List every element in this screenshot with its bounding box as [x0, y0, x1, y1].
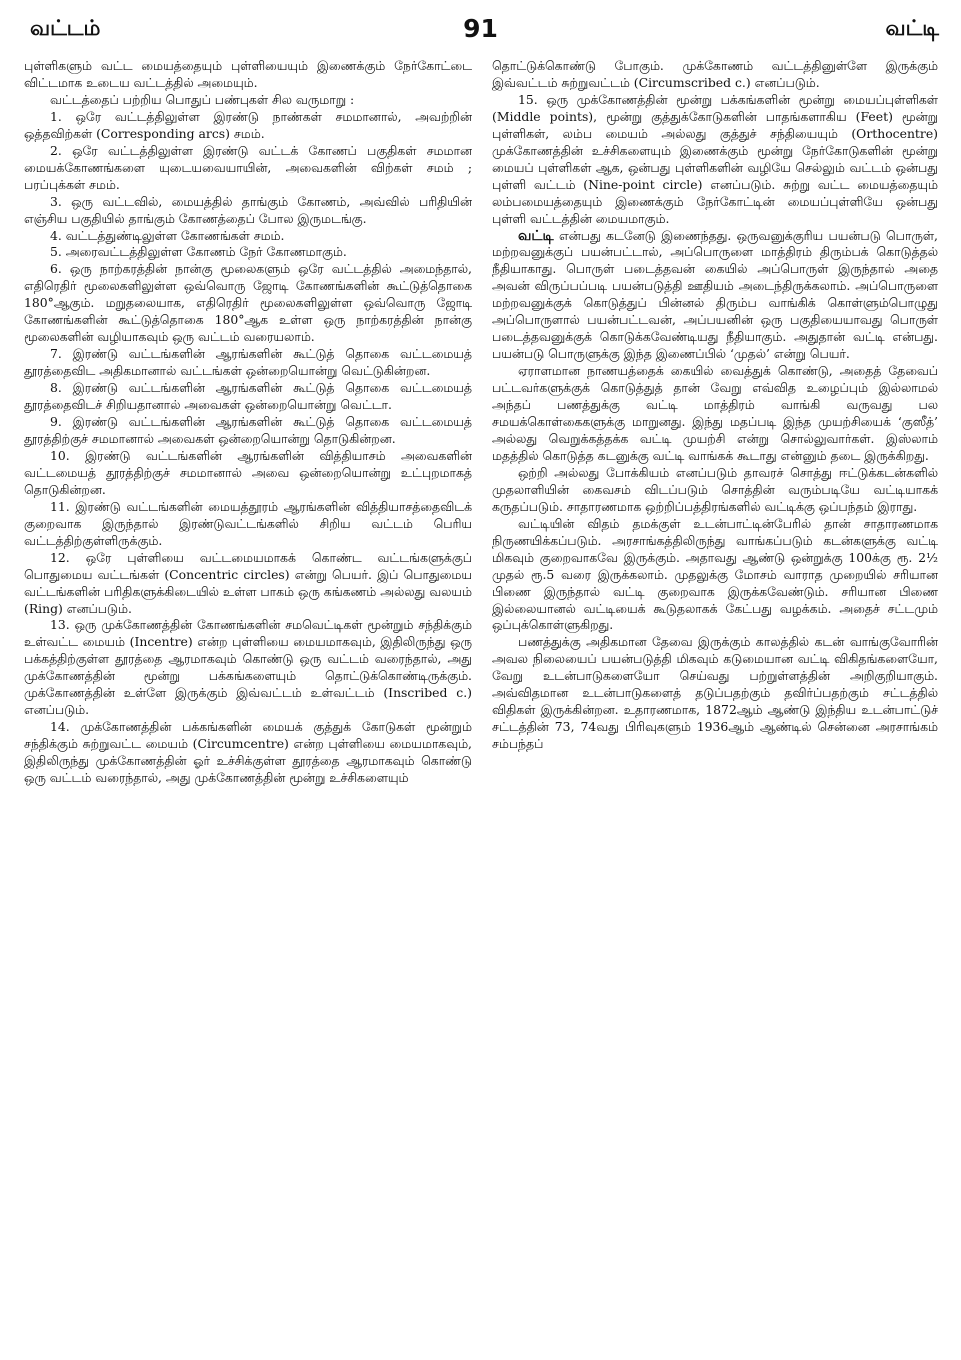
list-item: 13. ஒரு முக்கோணத்தின் கோணங்களின் சமவெட்டிகள் மூன்றும் சந்திக்கும் உள்வட்ட மையம் (Incentre) என்ற புள்ளியை மையமாகவும், இதிலிருந்து ஒரு பக்கத்திற்குள்ள தூரத்தை ஆரமாகவும் கொண்டு ஒரு வட்டம் வரைந்தால், அது முக்கோணத்தின் மூன்று பக்கங்களையும் தொட்டுக்கொண்டிருக்கும். முக்கோணத்தின் உள்ளே இருக்கும் இவ்வட்டம் உள்வட்டம் (Inscribed c.) எனப்படும். — [24, 617, 472, 718]
list-item: 14. முக்கோணத்தின் பக்கங்களின் மையக் குத்துக் கோடுகள் மூன்றும் சந்திக்கும் சுற்றுவட்ட மையம் (Circumcentre) என்ற புள்ளியை மையமாகவும், இதிலிருந்து முக்கோணத்தின் ஓர் உச்சிக்குள்ள தூரத்தை ஆரமாகவும் கொண்டு ஒரு வட்டம் வரைந்தால், அது முக்கோணத்தின் மூன்று உச்சிகளையும் — [24, 719, 472, 786]
list-item: 10. இரண்டு வட்டங்களின் ஆரங்களின் வித்தியாசம் அவைகளின் வட்டமையத் தூரத்திற்குச் சமமானால் அவை ஒன்றையொன்று உட்புறமாகத் தொடுகின்றன. — [24, 447, 472, 497]
list-item: 3. ஒரு வட்டவில், மையத்தில் தாங்கும் கோணம், அவ்வில் பரிதியின் எஞ்சிய பகுதியில் தாங்கும் கோணத்தைப் போல இருமடங்கு. — [24, 193, 472, 226]
page-number: 91 — [463, 14, 498, 43]
paragraph: தொட்டுக்கொண்டு போகும். முக்கோணம் வட்டத்தினுள்ளே இருக்கும் இவ்வட்டம் சுற்றுவட்டம் (Circumscribed c.) எனப்படும். — [492, 58, 938, 90]
list-item: 6. ஒரு நாற்கரத்தின் நான்கு மூலைகளும் ஒரே வட்டத்தில் அமைந்தால், எதிரெதிர் மூலைகளிலுள்ள ஒவ்வொரு ஜோடி கோணங்களின் கூட்டுத்தொகை 180°ஆகும். மறுதலையாக, எதிரெதிர் மூலைகளிலுள்ள ஒவ்வொரு ஜோடி கோணங்களின் கூட்டுத்தொகை 180°ஆக உள்ள ஒரு நாற்கரத்தின் நான்கு மூலைகளின் வழியாகவும் ஒரு வட்டம் வரையலாம். — [24, 261, 472, 345]
paragraph: ஒற்றி அல்லது போக்கியம் எனப்படும் தாவரச் சொத்து ஈட்டுக்கடன்களில் முதலாளியின் கைவசம் விடப்படும் சொத்தின் வரும்படியே வட்டியாகக் கருதப்படும். சாதாரணமாக ஒற்றிப்பத்திரங்களில் வட்டிக்கு ஒப்பந்தம் இராது. — [492, 464, 938, 514]
paragraph: பணத்துக்கு அதிகமான தேவை இருக்கும் காலத்தில் கடன் வாங்குவோரின் அவல நிலையைப் பயன்படுத்தி மிகவும் கடுமையான வட்டி விகிதங்களையோ, வேறு உடன்பாடுகளையோ செய்வது பற்றுள்ளத்தின் அறிகுறியாகும். அவ்விதமான உடன்பாடுகளைத் தடுப்பதற்கும் தவிர்ப்பதற்கும் சட்டத்தில் விதிகள் இருக்கின்றன. உதாரணமாக, 1872ஆம் ஆண்டு இந்திய உடன்பாட்டுச் சட்டத்தின் 73, 74வது பிரிவுகளும் 1936ஆம் ஆண்டில் சென்னை அரசாங்கம் சம்பந்தப் — [492, 634, 938, 752]
paragraph: ஏராளமான நாணயத்தைக் கையில் வைத்துக் கொண்டு, அதைத் தேவைப் பட்டவர்களுக்குக் கொடுத்துத் தான் வேறு எவ்வித உழைப்பும் இல்லாமல் அந்தப் பணத்துக்கு வட்டி மாத்திரம் வாங்கி வருவது பல சமயக்கொள்கைகளுக்கு மாறுனது. இந்து மதப்படி இந்த முயற்சியைக் ‘குஸீத்’ அல்லது வெறுக்கத்தக்க வட்டி முயற்சி என்று சொல்லுவார்கள். இஸ்லாம் மதத்தில் கொடுத்த கடனுக்கு வட்டி வாங்கக் கூடாது என்னும் தடை இருக்கிறது. — [492, 363, 938, 463]
list-item: 7. இரண்டு வட்டங்களின் ஆரங்களின் கூட்டுத் தொகை வட்டமையத் தூரத்தைவிட அதிகமானால் வட்டங்கள் ஒன்றையொன்று வெட்டுகின்றன. — [24, 346, 472, 379]
list-item: 12. ஒரே புள்ளியை வட்டமையமாகக் கொண்ட வட்டங்களுக்குப் பொதுமைய வட்டங்கள் (Concentric circles) என்று பெயர். இப் பொதுமைய வட்டங்களின் பரிதிகளுக்கிடையில் உள்ள பாகம் ஒரு கங்கணம் அல்லது வலயம் (Ring) எனப்படும். — [24, 549, 472, 616]
list-item: 11. இரண்டு வட்டங்களின் மையத்தூரம் ஆரங்களின் வித்தியாசத்தைவிடக் குறைவாக இருந்தால் இரண்டுவட்டங்களில் சிறிய வட்டம் பெரிய வட்டத்திற்குள்ளிருக்கும். — [24, 498, 472, 548]
page-header — [0, 14, 961, 50]
entry-text: என்பது கடனேடு இணைந்தது. ஒருவனுக்குரிய பயன்படு பொருள், மற்றவனுக்குப் பயன்பட்டால், அப்பொருளை மாத்திரம் திரும்பக் கொடுத்தல் நீதியாகாது. பொருள் படைத்தவன் கையில் அப்பொருள் இருந்தால் அதை அவன் விருப்பப்படி பயன்படுத்தி ஊதியம் அடைந்திருக்கலாம். அப்பொருளை மற்றவனுக்குக் கொடுத்துப் பின்னல் திரும்ப வாங்கிக் கொள்ளும்பொழுது அப்பொருளால் பயன்பட்டவன், அப்பயனின் ஒரு பகுதியையாவது பொருள் படைத்தவனுக்குக் கொடுக்கவேண்டியது நீதியாகும். அதுதான் வட்டி என்பது. பயன்படு பொருளுக்கு இந்த இணைப்பில் ‘முதல்’ என்று பெயர். — [492, 227, 938, 362]
list-item: 15. ஒரு முக்கோணத்தின் மூன்று பக்கங்களின் மூன்று மையப்புள்ளிகள் (Middle points), மூன்று குத்துக்கோடுகளின் பாதங்களாகிய (Feet) மூன்று புள்ளிகள், லம்ப மையம் அல்லது குத்துச் சந்தியையும் (Orthocentre) முக்கோணத்தின் உச்சிகளையும் இணைக்கும் மூன்று நேர்கோடுகளின் மூன்று மையப் புள்ளிகள் ஆக, ஒன்பது புள்ளிகளின் வழியே செல்லும் வட்டம் ஒன்பது புள்ளி வட்டம் (Nine-point circle) எனப்படும். சுற்று வட்ட மையத்தையும் லம்பமையத்தையும் இணைக்கும் நேர்கோட்டின் மையப்புள்ளியே ஒன்பது புள்ளி வட்டத்தின் மையமாகும். — [492, 91, 938, 226]
paragraph: புள்ளிகளும் வட்ட மையத்தையும் புள்ளியையும் இணைக்கும் நேர்கோட்டை விட்டமாக உடைய வட்டத்தில் அமையும். — [24, 58, 472, 90]
entry-paragraph — [492, 228, 938, 364]
paragraph: வட்டியின் விதம் தமக்குள் உடன்பாட்டின்பேரில் தான் சாதாரணமாக நிருணயிக்கப்படும். அரசாங்கத்திலிருந்து வாங்கப்படும் கடன்களுக்கு வட்டி மிகவும் குறைவாகவே இருக்கும். அதாவது ஆண்டு ஒன்றுக்கு 100க்கு ரூ. 2½ முதல் ரூ.5 வரை இருக்கலாம். முதலுக்கு மோசம் வாராத முறையில் சரியான பிணை இருந்தால் வட்டி குறைவாக இருக்கவேண்டும். சரியான பிணை இல்லையானல் வட்டியைக் கூடுதலாகக் கேட்பது வழக்கம். அதைச் சட்டமும் ஒப்புக்கொள்ளுகிறது. — [492, 515, 938, 633]
list-item: 1. ஒரே வட்டத்திலுள்ள இரண்டு நாண்கள் சமமானால், அவற்றின் ஒத்தவிற்கள் (Corresponding arcs) சமம். — [24, 108, 472, 141]
entry-headword: வட்டி — [518, 227, 554, 244]
left-column — [24, 58, 472, 1353]
list-item: 8. இரண்டு வட்டங்களின் ஆரங்களின் கூட்டுத் தொகை வட்டமையத் தூரத்தைவிடச் சிறியதானால் அவைகள் ஒன்றையொன்று வெட்டா. — [24, 380, 472, 413]
list-item: 4. வட்டத்துண்டிலுள்ள கோணங்கள் சமம். — [50, 227, 285, 243]
list-item: 5. அரைவட்டத்திலுள்ள கோணம் நேர் கோணமாகும். — [50, 244, 347, 260]
list-item: 9. இரண்டு வட்டங்களின் ஆரங்களின் கூட்டுத் தொகை வட்டமையத் தூரத்திற்குச் சமமானால் அவைகள் ஒன்றையொன்று தொடுகின்றன. — [24, 414, 472, 446]
paragraph: வட்டத்தைப் பற்றிய பொதுப் பண்புகள் சில வருமாறு : — [50, 91, 355, 107]
right-column — [492, 58, 938, 1353]
running-head-left: வட்டம் — [30, 16, 101, 40]
list-item: 2. ஒரே வட்டத்திலுள்ள இரண்டு வட்டக் கோணப் பகுதிகள் சமமான மையக்கோணங்களை யுடையவையாயின், அவைகளின் விற்கள் சமம் ; பரப்புக்கள் சமம். — [24, 142, 472, 192]
running-head-right: வட்டி — [885, 16, 939, 40]
